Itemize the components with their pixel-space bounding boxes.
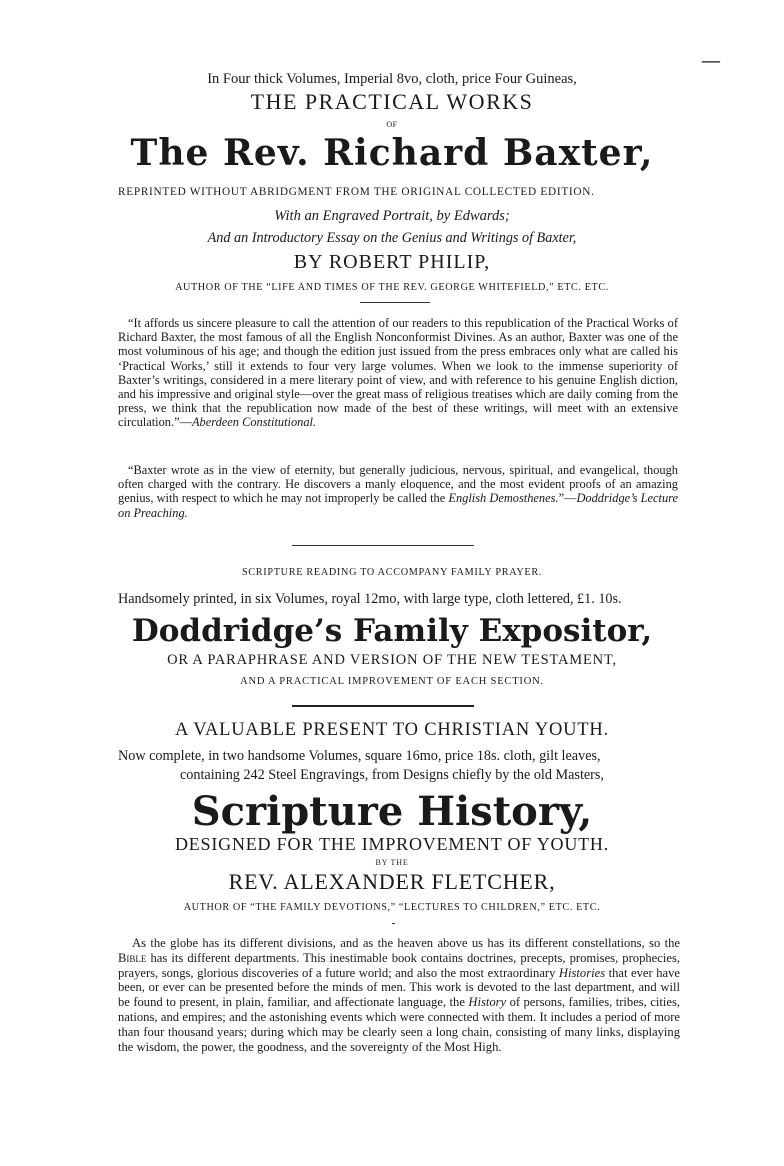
fletcher-byline: REV. ALEXANDER FLETCHER,: [228, 869, 556, 894]
scripture-history-title: Scripture History,: [191, 788, 593, 835]
history-intro-line-2: containing 242 Steel Engravings, from Designs chiefly by the old Masters,: [180, 767, 604, 783]
designed-line: DESIGNED FOR THE IMPROVEMENT OF YOUTH.: [174, 834, 610, 854]
history-desc-part-a: As the globe has its different divisions, and as the heaven above us has its different constellations, so the: [132, 936, 680, 950]
expositor-intro-line: Handsomely printed, in six Volumes, royal 12mo, with large type, cloth lettered, £1. 10s.: [118, 591, 622, 607]
robert-philip-byline: BY ROBERT PHILIP,: [293, 251, 491, 273]
baxter-of: OF: [386, 120, 398, 129]
review-doddridge: [118, 463, 678, 521]
family-expositor-title: Doddridge’s Family Expositor,: [131, 613, 653, 649]
review-doddridge-source: Doddridge’s Lecture on Preaching.: [118, 491, 679, 520]
history-desc-history: History: [468, 995, 507, 1010]
review-doddridge-emphasis: English Demosthenes.: [448, 491, 559, 506]
reprinted-line: REPRINTED WITHOUT ABRIDGMENT FROM THE ORIGINAL COLLECTED EDITION.: [118, 186, 595, 198]
review-doddridge-text: “Baxter wrote as in the view of eternity, but generally judicious, nervous, spiritual, and evangelical, though often charged with the contrary. He discovers a manly eloquence, and the most evident proofs of an amazing genius, with respect to which he may not improperly be called the: [118, 463, 678, 506]
history-intro-line-1: Now complete, in two handsome Volumes, square 16mo, price 18s. cloth, gilt leaves,: [118, 748, 601, 764]
history-desc-part-c: that ever have been, or ever can be presented before the minds of men. This work is devoted to the last department, and will be found to present, in plain, familiar, and affectionate language, the: [118, 965, 680, 1010]
expositor-kicker: SCRIPTURE READING TO ACCOMPANY FAMILY PRAYER.: [241, 567, 543, 578]
history-desc-part-d: of persons, families, tribes, cities, nations, and empires; and the astonishing events which were connected with them. It includes a period of more than four thousand years; during which may be clearly seen a long chain, consisting of many links, displaying the wisdom, the power, the goodness, and the sovereignty of the Most High.: [118, 995, 680, 1054]
portrait-line: With an Engraved Portrait, by Edwards;: [274, 208, 510, 224]
review-doddridge-dash: ”—: [558, 491, 577, 506]
divider-bold: [292, 705, 474, 707]
divider-short: [360, 302, 430, 303]
essay-line: And an Introductory Essay on the Genius and Writings of Baxter,: [207, 230, 577, 246]
expositor-subtitle-1: OR A PARAPHRASE AND VERSION OF THE NEW TESTAMENT,: [167, 652, 617, 668]
history-desc-bible: Bible: [118, 950, 147, 965]
history-desc-histories: Histories: [558, 965, 606, 980]
baxter-name-title: The Rev. Richard Baxter,: [130, 132, 654, 174]
divider-dot: [392, 923, 394, 924]
baxter-heading: THE PRACTICAL WORKS: [250, 89, 534, 114]
expositor-subtitle-2: AND A PRACTICAL IMPROVEMENT OF EACH SECTION.: [240, 676, 544, 687]
review-aberdeen-text: “It affords us sincere pleasure to call the attention of our readers to this republication of the Practical Works of Richard Baxter, the most famous of all the English Nonconformist Divines. As an author, Baxter was one of the most voluminous of his age; and though the edition just issued from the press embraces only what are called his ‘Practical Works,’ still it extends to four very large volumes. When we look to the immense superiority of Baxter’s writings, considered in a mere literary point of view, and with reference to his genuine English diction, and his impressive and original style—over the great mass of religious treatises which are daily coming from the press, we think that the republication now made of the best of these writings, will meet with an extensive circulation.”—: [118, 316, 678, 430]
history-description: [118, 936, 680, 1096]
philip-author-of: AUTHOR OF THE “LIFE AND TIMES OF THE REV. GEORGE WHITEFIELD,” ETC. ETC.: [175, 282, 609, 293]
history-desc-part-b: has its different departments. This inestimable book contains doctrines, precepts, promises, prophecies, prayers, songs, glorious discoveries of a future world; and also the most extraordinary: [118, 950, 680, 980]
corner-dash-mark: —: [702, 50, 720, 70]
review-aberdeen: [118, 316, 678, 446]
valuable-present-heading: A VALUABLE PRESENT TO CHRISTIAN YOUTH.: [174, 720, 609, 740]
divider-medium: [292, 545, 474, 546]
review-aberdeen-source: Aberdeen Constitutional.: [191, 415, 317, 430]
by-the: BY THE: [375, 858, 409, 867]
fletcher-author-of: AUTHOR OF “THE FAMILY DEVOTIONS,” “LECTURES TO CHILDREN,” ETC. ETC.: [183, 902, 601, 913]
baxter-intro-line: In Four thick Volumes, Imperial 8vo, cloth, price Four Guineas,: [207, 71, 577, 87]
